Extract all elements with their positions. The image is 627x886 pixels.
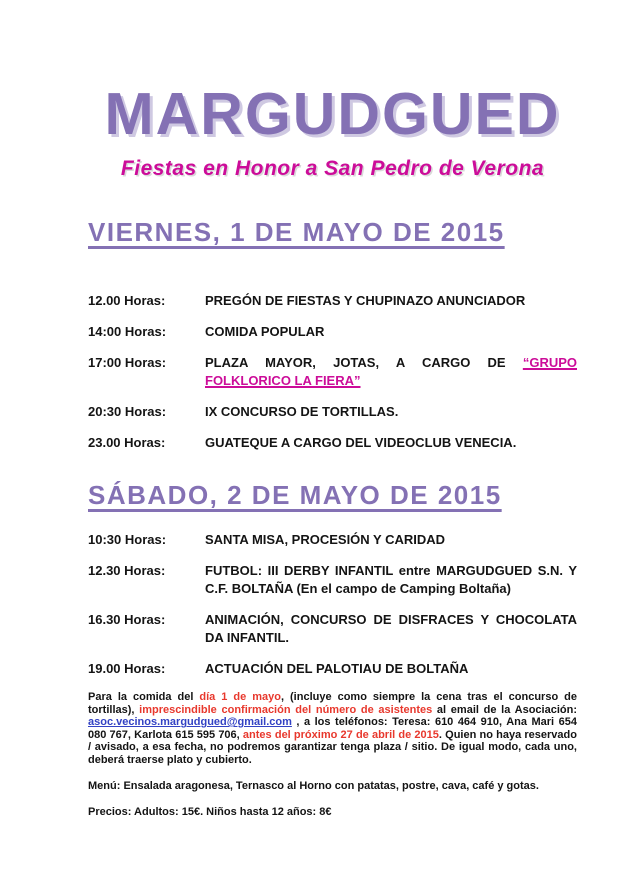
schedule-row — [88, 292, 577, 310]
event-description: GUATEQUE A CARGO DEL VIDEOCLUB VENECIA. — [205, 435, 517, 450]
schedule-row — [88, 434, 577, 452]
event-time: 20:30 Horas: — [88, 404, 167, 419]
document-content — [88, 81, 577, 818]
schedule-row — [88, 562, 577, 598]
event-description: IX CONCURSO DE TORTILLAS. — [205, 404, 399, 419]
event-description: ANIMACIÓN, CONCURSO DE DISFRACES Y CHOCOLATA DA INFANTIL. — [205, 612, 577, 645]
event-description-text: PLAZA MAYOR, JOTAS, A CARGO DE — [205, 355, 523, 370]
friday-schedule — [88, 292, 577, 452]
notes-paragraph — [88, 691, 577, 767]
schedule-row — [88, 354, 577, 390]
event-time: 23.00 Horas: — [88, 435, 166, 450]
event-time: 12.30 Horas: — [88, 563, 166, 578]
event-description — [205, 354, 577, 390]
schedule-row — [88, 531, 577, 549]
event-time: 19.00 Horas: — [88, 661, 166, 676]
event-description: PREGÓN DE FIESTAS Y CHUPINAZO ANUNCIADOR — [205, 293, 526, 308]
event-time: 17:00 Horas: — [88, 355, 167, 370]
section-heading-friday: VIERNES, 1 DE MAYO DE 2015 — [88, 217, 505, 247]
menu-line: Menú: Ensalada aragonesa, Ternasco al Horno con patatas, postre, cava, café y gotas. — [88, 779, 539, 792]
notes-text: . Quien no haya reservado / avisado, a esa fecha, no podremos garantizar tenga plaza / sitio. De igual modo, cada uno, deberá traerse plato y cubierto. — [88, 728, 577, 766]
notes-highlight-date: día 1 de mayo — [199, 691, 281, 703]
grupo-folklorico-link[interactable]: “GRUPO FOLKLORICO LA FIERA” — [205, 355, 577, 388]
notes-highlight-confirmation: imprescindible confirmación del número de asistentes — [139, 703, 433, 716]
notes-text: , a los teléfonos: Teresa: 610 464 910, Ana Mari 654 080 767, Karlota 615 595 706, — [88, 716, 577, 741]
event-time: 16.30 Horas: — [88, 612, 166, 627]
page-title: MARGUDGUED — [104, 81, 561, 147]
event-description: SANTA MISA, PROCESIÓN Y CARIDAD — [205, 532, 446, 547]
event-description: FUTBOL: III DERBY INFANTIL entre MARGUDGUED S.N. Y C.F. BOLTAÑA (En el campo de Camping Boltaña) — [205, 563, 577, 596]
prices-line: Precios: Adultos: 15€. Niños hasta 12 años: 8€ — [88, 805, 332, 818]
page-subtitle: Fiestas en Honor a San Pedro de Verona — [120, 157, 545, 180]
email-link[interactable]: asoc.vecinos.margudgued@gmail.com — [88, 716, 292, 729]
saturday-schedule — [88, 531, 577, 678]
schedule-row — [88, 403, 577, 421]
notes-highlight-deadline: antes del próximo 27 de abril de 2015 — [242, 728, 439, 741]
notes-text: al email de la Asociación: — [432, 703, 577, 716]
section-heading-saturday: SÁBADO, 2 DE MAYO DE 2015 — [88, 480, 502, 510]
schedule-row — [88, 660, 577, 678]
event-time: 12.00 Horas: — [88, 293, 166, 308]
event-description: ACTUACIÓN DEL PALOTIAU DE BOLTAÑA — [205, 661, 469, 676]
event-time: 10:30 Horas: — [88, 532, 167, 547]
event-description: COMIDA POPULAR — [205, 324, 325, 339]
event-time: 14:00 Horas: — [88, 324, 167, 339]
notes-text: , (incluye como siempre la cena tras el concurso de tortillas), — [88, 691, 577, 716]
schedule-row — [88, 323, 577, 341]
schedule-row — [88, 611, 577, 647]
notes-text: Para la comida del — [88, 691, 200, 703]
